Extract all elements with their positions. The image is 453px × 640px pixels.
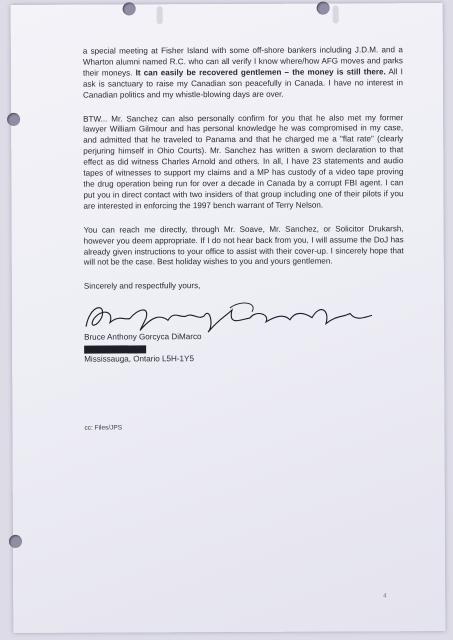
redacted-address [84,346,146,354]
staple-tear-left [157,6,163,24]
paragraph-text: a special meeting at Fisher Island with some off-shore bankers including J.D.M. and a Wharton alumni named R.C. who can all verify I know where/how AFG moves and parks their moneys. [82,45,403,78]
signature [84,300,404,333]
letter-page [11,3,446,633]
cc-line: cc: Files/JPS [84,424,123,432]
paragraph-sanchez: BTW... Mr. Sanchez can also personally confirm for you that he also met my former lawyer William Gilmour and has personal knowledge he was compromised in my case, and admitted that he traveled to Panama and that he charged me a "flat rate" (clearly perjuring himself in Ohio Courts). Mr. Sanchez has written a sworn declaration to that effect as did witness Charles Arnold and others. In all, I have 23 statements and audio tapes of witnesses to support my claims and a MP has custody of a video tape proving the drug operation being run for over a decade in Canada by a corrupt FBI agent. I can put you in direct contact with two insiders of that group including one of their pilots if you are interested in enforcing the 1997 bench warrant of Terry Nelson. [83,112,404,211]
letter-body [83,45,404,366]
paragraph-offshore-bankers [83,45,403,101]
paragraph-contact: You can reach me directly, through Mr. Soave, Mr. Sanchez, or Solicitor Drukarsh, however you deem appropriate. If I do not hear back from you, I will assume the DoJ has already given instructions to your office to assist with their cover-up. I sincerely hope that will not be the case. Best holiday wishes to you and yours gentlemen. [83,223,404,268]
punch-hole-top-left [123,2,136,15]
city-postal-line: Mississauga, Ontario L5H-1Y5 [84,354,194,364]
staple-tear-right [333,6,339,24]
bold-emphasis: It can easily be recovered gentlemen – the money is still there. [135,67,386,78]
handwritten-signature [80,296,380,337]
paragraph-text: All I ask is sanctuary to raise my Canadian son peacefully in Canada. I have no interest in Canadian politics and my whistle-blowing days are over. [82,67,403,100]
page-number: 4 [383,593,387,600]
punch-hole-left-2 [9,535,22,548]
printed-name: Bruce Anthony Gorcyca DiMarco [84,332,202,342]
punch-hole-top-right [317,2,330,15]
punch-hole-left-1 [7,113,20,126]
closing-line: Sincerely and respectfully yours, [83,281,201,291]
